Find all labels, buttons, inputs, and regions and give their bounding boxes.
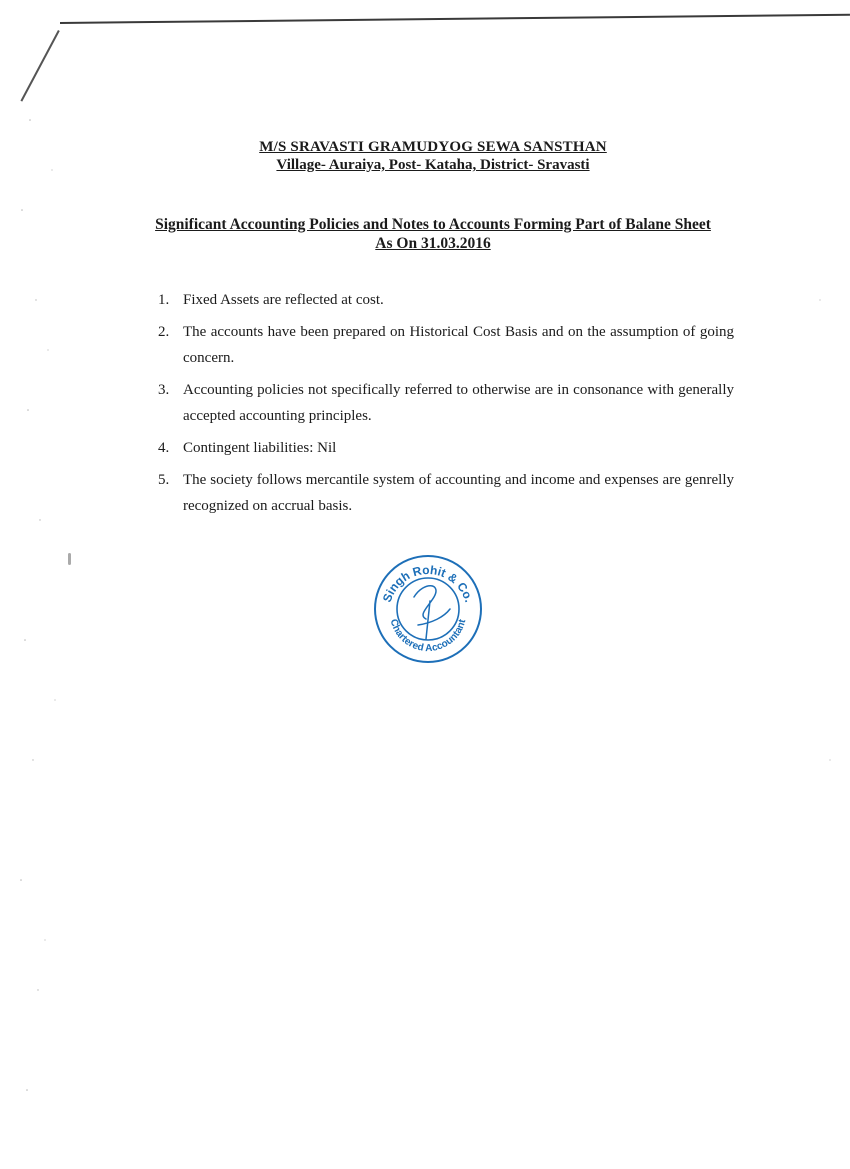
signature-mark [414,586,450,639]
document-header [0,138,850,174]
policy-list [150,287,734,525]
policy-text: Fixed Assets are reflected at cost. [183,292,384,308]
policy-number: 1. [158,292,170,308]
stamp-top-text: Singh Rohit & Co. [379,562,477,605]
policy-text: Accounting policies not specifically referred to otherwise are in consonance with generally accepted accounting principles. [183,382,734,424]
organization-address: Village- Auraiya, Post- Kataha, District- Sravasti [276,157,590,173]
policy-text: The accounts have been prepared on Historical Cost Basis and on the assumption of going concern. [183,324,734,366]
list-item [150,435,734,461]
notes-title-line1: Significant Accounting Policies and Notes to Accounts Forming Part of Balane Sheet [155,216,711,233]
policy-text: Contingent liabilities: Nil [183,440,337,456]
list-item [150,467,734,519]
stamp-bottom-text: Chartered Accountant [387,617,469,655]
policy-number: 3. [158,382,170,398]
policy-number: 4. [158,440,170,456]
firm-stamp [372,553,484,665]
list-item [150,287,734,313]
policy-number: 2. [158,324,170,340]
notes-title [0,215,850,253]
policy-number: 5. [158,472,170,488]
list-item [150,377,734,429]
policy-text: The society follows mercantile system of accounting and income and expenses are genrelly recognized on accrual basis. [183,472,734,514]
organization-name: M/S SRAVASTI GRAMUDYOG SEWA SANSTHAN [259,139,607,155]
list-item [150,319,734,371]
notes-title-line2: As On 31.03.2016 [375,235,491,252]
